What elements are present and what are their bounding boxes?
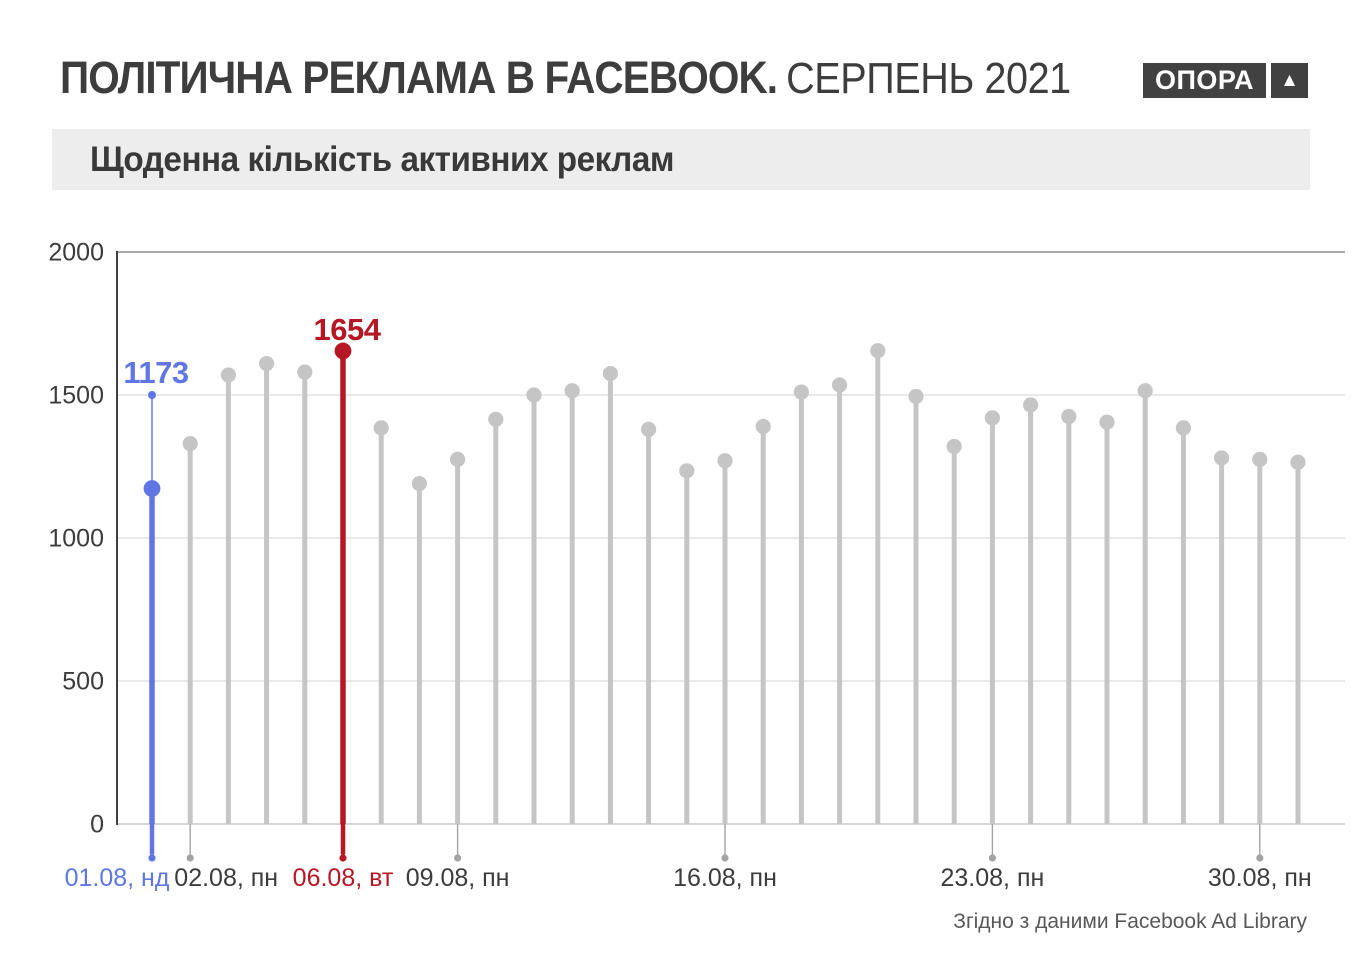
- data-point-day-24: [1023, 397, 1038, 412]
- data-point-day-30: [1252, 452, 1267, 467]
- x-tick-dot: [989, 854, 996, 861]
- data-point-day-17: [756, 419, 771, 434]
- chart-title: Щоденна кількість активних реклам: [90, 139, 674, 179]
- source-note: Згідно з даними Facebook Ad Library: [953, 910, 1307, 933]
- data-point-day-7: [374, 420, 389, 435]
- x-tick-label-6: 06.08, вт: [292, 864, 394, 892]
- annotation-label-1173: 1173: [123, 355, 189, 390]
- logo-text: ОПОРА: [1155, 65, 1255, 95]
- data-point-day-3: [221, 367, 236, 382]
- y-tick-label-500: 500: [62, 667, 104, 696]
- title-period: СЕРПЕНЬ 2021: [786, 54, 1071, 103]
- data-point-day-13: [603, 366, 618, 381]
- data-point-day-12: [565, 383, 580, 398]
- data-point-day-5: [297, 365, 312, 380]
- x-tick-dot: [454, 854, 461, 861]
- x-tick-label-2: 02.08, пн: [174, 864, 279, 892]
- x-tick-label-23: 23.08, пн: [940, 864, 1045, 892]
- y-tick-label-2000: 2000: [48, 238, 104, 267]
- data-point-day-1: [144, 480, 161, 497]
- data-point-day-22: [947, 439, 962, 454]
- data-point-day-14: [641, 422, 656, 437]
- data-point-day-4: [259, 356, 274, 371]
- x-tick-dot: [339, 854, 346, 861]
- x-tick-label-30: 30.08, пн: [1207, 864, 1312, 892]
- x-tick-label-9: 09.08, пн: [405, 864, 510, 892]
- data-point-day-26: [1099, 415, 1114, 430]
- y-tick-label-1000: 1000: [48, 524, 104, 553]
- data-point-day-15: [679, 463, 694, 478]
- data-point-day-20: [870, 343, 885, 358]
- data-point-day-18: [794, 385, 809, 400]
- data-point-day-21: [908, 389, 923, 404]
- data-point-day-16: [717, 453, 732, 468]
- y-tick-label-1500: 1500: [48, 381, 104, 410]
- annotation-label-1654: 1654: [313, 311, 381, 347]
- data-point-day-9: [450, 452, 465, 467]
- data-point-day-10: [488, 412, 503, 427]
- x-tick-dot: [187, 854, 194, 861]
- data-point-day-2: [183, 436, 198, 451]
- logo-triangle-icon: ▲: [1271, 63, 1308, 98]
- data-point-day-11: [526, 387, 541, 402]
- data-point-day-28: [1176, 420, 1191, 435]
- data-point-day-25: [1061, 409, 1076, 424]
- x-tick-dot: [721, 854, 728, 861]
- data-point-day-8: [412, 476, 427, 491]
- x-tick-label-1: 01.08, нд: [64, 864, 170, 892]
- x-tick-label-16: 16.08, пн: [673, 864, 777, 892]
- data-point-day-19: [832, 377, 847, 392]
- title-bold: ПОЛІТИЧНА РЕКЛАМА В FACEBOOK.: [60, 52, 778, 103]
- x-tick-dot: [148, 854, 155, 861]
- data-point-day-23: [985, 410, 1000, 425]
- data-point-day-27: [1138, 383, 1153, 398]
- data-point-day-31: [1290, 455, 1305, 470]
- x-tick-dot: [1256, 854, 1263, 861]
- y-tick-label-0: 0: [90, 810, 104, 839]
- data-point-day-29: [1214, 450, 1229, 465]
